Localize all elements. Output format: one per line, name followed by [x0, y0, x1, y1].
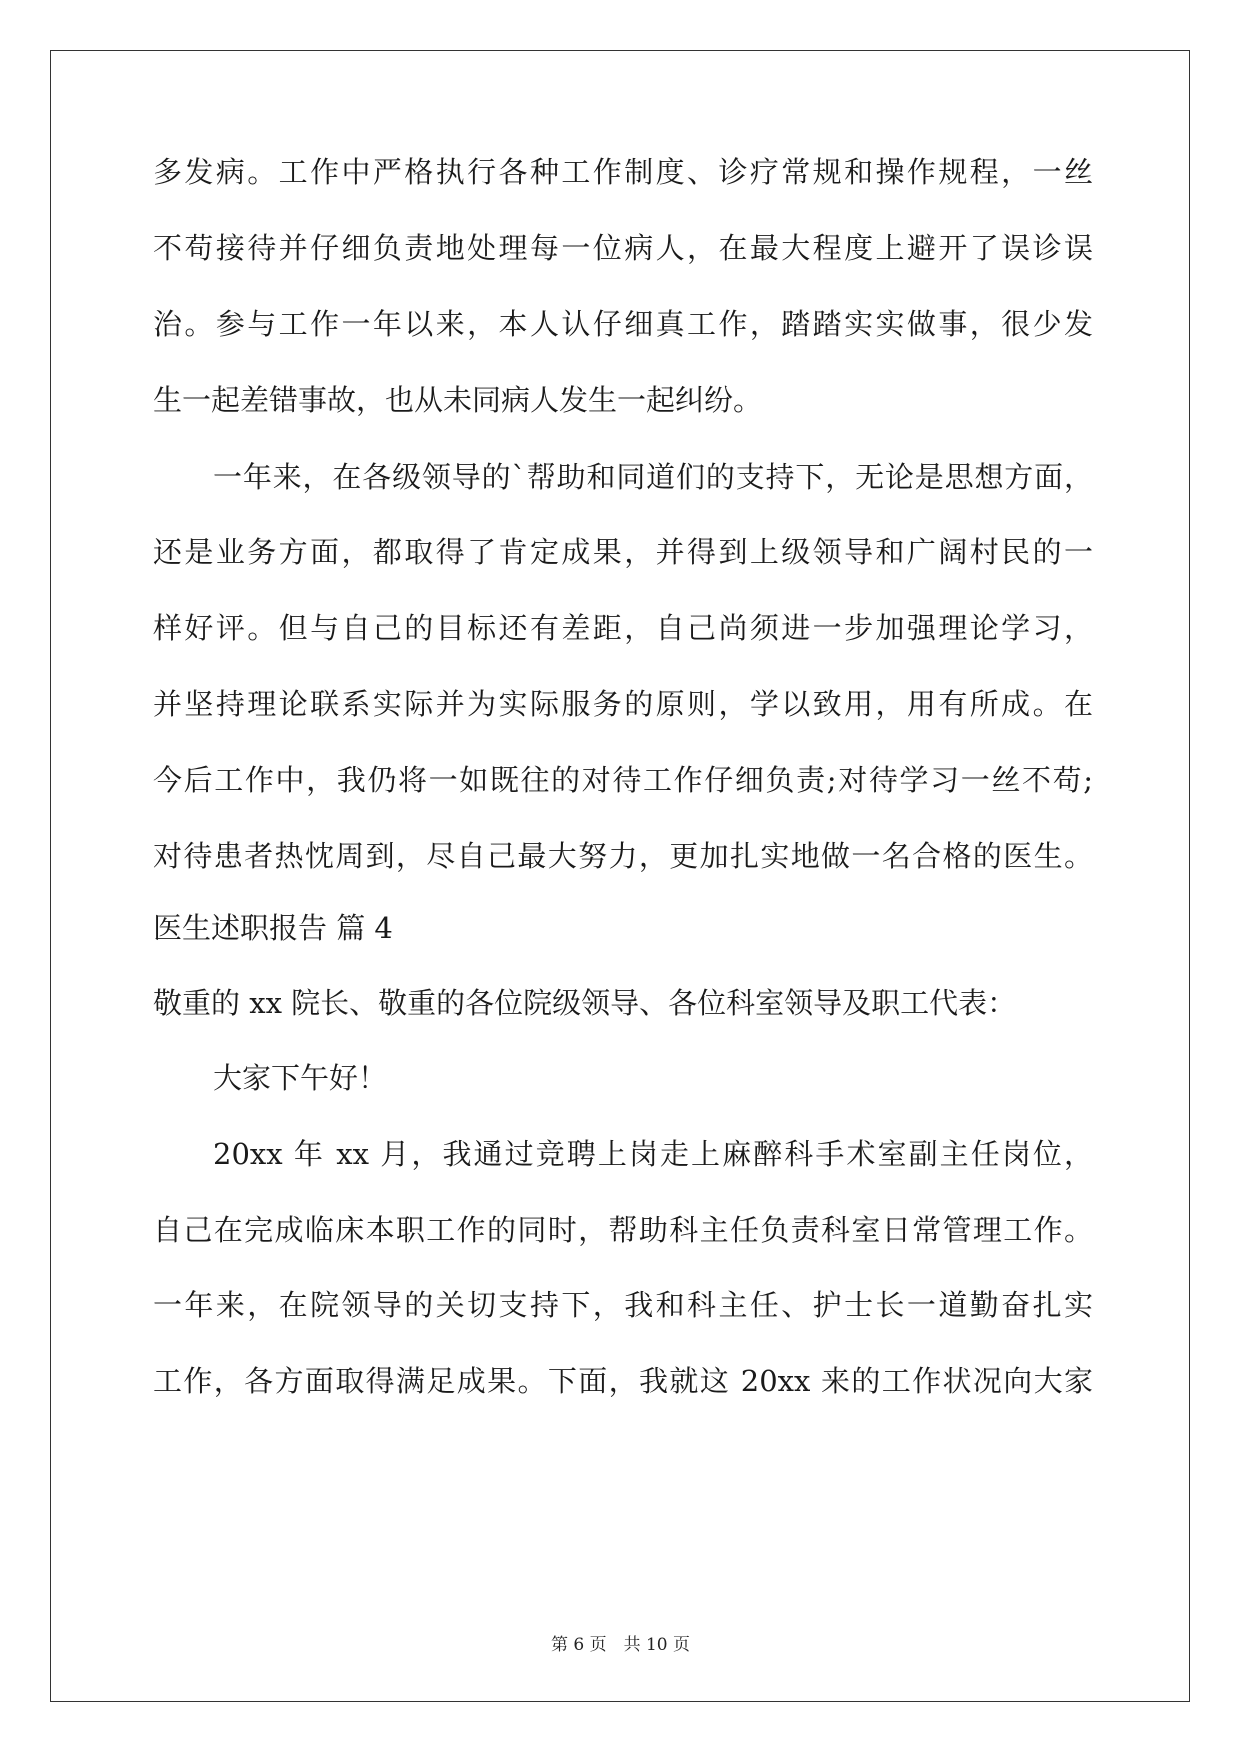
salutation: 敬重的 xx 院长、敬重的各位院级领导、各位科室领导及职工代表： [153, 986, 1017, 1020]
paragraph-line: 自己在完成临床本职工作的同时，帮助科主任负责科室日常管理工作。 [153, 1213, 1093, 1247]
paragraph-line: 今后工作中，我仍将一如既往的对待工作仔细负责;对待学习一丝不苟; [153, 763, 1093, 797]
paragraph-line: 样好评。但与自己的目标还有差距，自己尚须进一步加强理论学习， [153, 611, 1093, 645]
greeting: 大家下午好！ [213, 1061, 388, 1095]
paragraph-line: 多发病。工作中严格执行各种工作制度、诊疗常规和操作规程，一丝 [153, 155, 1093, 189]
page-number: 第 6 页 共 10 页 [550, 1635, 691, 1655]
paragraph-line: 不苟接待并仔细负责地处理每一位病人，在最大程度上避开了误诊误 [153, 231, 1093, 265]
paragraph-line: 生一起差错事故，也从未同病人发生一起纠纷。 [153, 383, 763, 417]
section-heading: 医生述职报告 篇 4 [153, 911, 393, 945]
paragraph-line: 对待患者热忱周到，尽自己最大努力，更加扎实地做一名合格的医生。 [153, 839, 1093, 873]
paragraph-line: 一年来，在院领导的关切支持下，我和科主任、护士长一道勤奋扎实 [153, 1288, 1093, 1322]
paragraph-line: 治。参与工作一年以来，本人认仔细真工作，踏踏实实做事，很少发 [153, 307, 1093, 341]
paragraph-line: 并坚持理论联系实际并为实际服务的原则，学以致用，用有所成。在 [153, 687, 1093, 721]
paragraph-line: 20xx 年 xx 月，我通过竞聘上岗走上麻醉科手术室副主任岗位， [213, 1137, 1093, 1171]
paragraph-line: 还是业务方面，都取得了肯定成果，并得到上级领导和广阔村民的一 [153, 535, 1093, 569]
paragraph-line: 一年来，在各级领导的`帮助和同道们的支持下，无论是思想方面， [213, 460, 1093, 494]
paragraph-line: 工作，各方面取得满足成果。下面，我就这 20xx 来的工作状况向大家 [153, 1364, 1093, 1398]
page-border [50, 50, 1190, 1702]
